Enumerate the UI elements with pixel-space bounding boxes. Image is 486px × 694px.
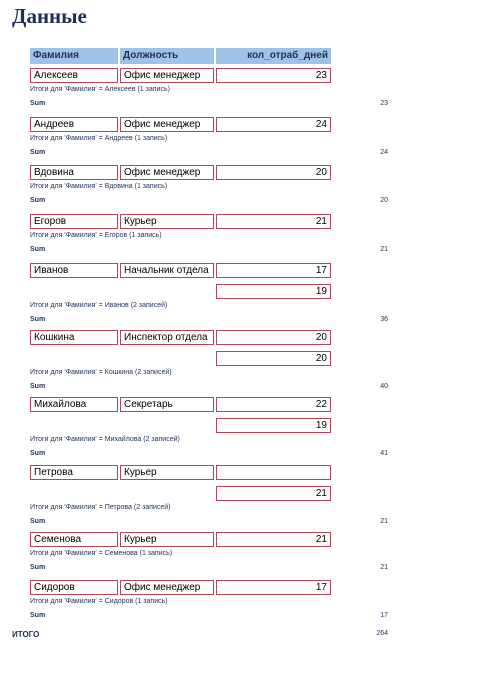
- group-sum-label: Sum: [30, 149, 46, 156]
- surname-cell: Егоров: [30, 214, 118, 229]
- group-sum-value: 21: [380, 564, 388, 571]
- group-sum-value: 21: [380, 518, 388, 525]
- column-header-position: Должность: [120, 48, 214, 64]
- surname-cell: Семенова: [30, 532, 118, 547]
- days-cell: 17: [216, 263, 331, 278]
- days-cell: 21: [216, 486, 331, 501]
- position-cell: Секретарь: [120, 397, 214, 412]
- grand-total-value: 264: [376, 630, 388, 637]
- group-summary: Итоги для 'Фамилия' = Кошкина (2 записей): [30, 369, 172, 376]
- group-sum-label: Sum: [30, 246, 46, 253]
- column-header-surname: Фамилия: [30, 48, 118, 64]
- surname-cell: Вдовина: [30, 165, 118, 180]
- position-cell: Офис менеджер: [120, 165, 214, 180]
- days-cell: 19: [216, 284, 331, 299]
- position-cell: Курьер: [120, 214, 214, 229]
- group-summary: Итоги для 'Фамилия' = Сидоров (1 запись): [30, 598, 168, 605]
- group-summary: Итоги для 'Фамилия' = Алексеев (1 запись): [30, 86, 170, 93]
- group-sum-label: Sum: [30, 100, 46, 107]
- position-cell: Офис менеджер: [120, 68, 214, 83]
- grand-total-label: ИТОГО: [12, 630, 40, 639]
- days-cell: 20: [216, 330, 331, 345]
- days-cell: 24: [216, 117, 331, 132]
- group-sum-label: Sum: [30, 383, 46, 390]
- group-sum-label: Sum: [30, 612, 46, 619]
- group-sum-value: 20: [380, 197, 388, 204]
- position-cell: Начальник отдела: [120, 263, 214, 278]
- position-cell: Курьер: [120, 532, 214, 547]
- group-summary: Итоги для 'Фамилия' = Петрова (2 записей): [30, 504, 171, 511]
- days-cell: 21: [216, 214, 331, 229]
- group-sum-value: 17: [380, 612, 388, 619]
- days-cell: 20: [216, 351, 331, 366]
- group-sum-value: 24: [380, 149, 388, 156]
- days-cell: [216, 465, 331, 480]
- days-cell: 19: [216, 418, 331, 433]
- position-cell: Офис менеджер: [120, 580, 214, 595]
- group-summary: Итоги для 'Фамилия' = Михайлова (2 записей): [30, 436, 180, 443]
- surname-cell: Сидоров: [30, 580, 118, 595]
- days-cell: 22: [216, 397, 331, 412]
- group-sum-label: Sum: [30, 518, 46, 525]
- position-cell: Офис менеджер: [120, 117, 214, 132]
- days-cell: 20: [216, 165, 331, 180]
- column-header-days: кол_отраб_дней: [216, 48, 331, 64]
- group-sum-value: 23: [380, 100, 388, 107]
- days-cell: 21: [216, 532, 331, 547]
- group-summary: Итоги для 'Фамилия' = Семенова (1 запись): [30, 550, 173, 557]
- position-cell: Инспектор отдела: [120, 330, 214, 345]
- group-sum-label: Sum: [30, 564, 46, 571]
- surname-cell: Петрова: [30, 465, 118, 480]
- surname-cell: Алексеев: [30, 68, 118, 83]
- group-summary: Итоги для 'Фамилия' = Вдовина (1 запись): [30, 183, 168, 190]
- group-summary: Итоги для 'Фамилия' = Егоров (1 запись): [30, 232, 162, 239]
- group-sum-value: 41: [380, 450, 388, 457]
- group-sum-label: Sum: [30, 197, 46, 204]
- surname-cell: Иванов: [30, 263, 118, 278]
- group-sum-label: Sum: [30, 316, 46, 323]
- group-summary: Итоги для 'Фамилия' = Андреев (1 запись): [30, 135, 168, 142]
- days-cell: 23: [216, 68, 331, 83]
- surname-cell: Михайлова: [30, 397, 118, 412]
- position-cell: Курьер: [120, 465, 214, 480]
- report-title: Данные: [12, 4, 87, 28]
- surname-cell: Андреев: [30, 117, 118, 132]
- group-sum-value: 40: [380, 383, 388, 390]
- group-summary: Итоги для 'Фамилия' = Иванов (2 записей): [30, 302, 168, 309]
- group-sum-value: 36: [380, 316, 388, 323]
- group-sum-value: 21: [380, 246, 388, 253]
- group-sum-label: Sum: [30, 450, 46, 457]
- surname-cell: Кошкина: [30, 330, 118, 345]
- days-cell: 17: [216, 580, 331, 595]
